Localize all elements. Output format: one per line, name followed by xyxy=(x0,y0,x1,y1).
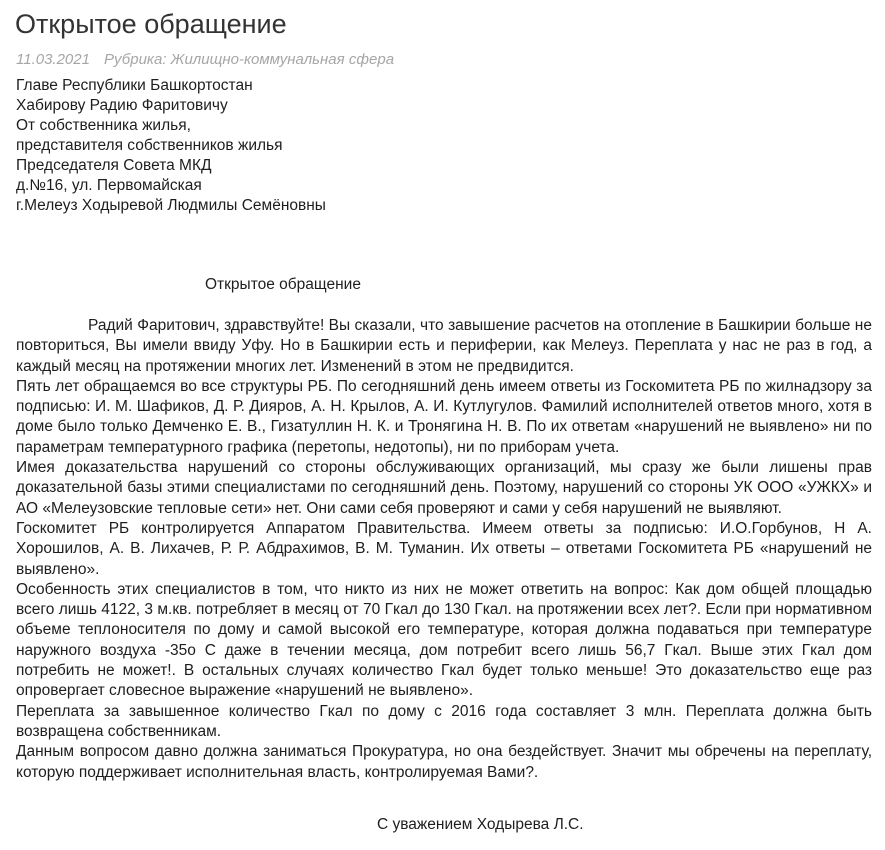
address-line: г.Мелеуз Ходыревой Людмилы Семёновны xyxy=(16,197,326,214)
letter-paragraph: Переплата за завышенное количество Гкал по дому с 2016 года составляет 3 млн. Переплата должна быть возвращена собственникам. xyxy=(16,702,872,740)
page-title: Открытое обращение xyxy=(15,9,287,39)
letter-paragraph: Данным вопросом давно должна заниматься Прокуратура, но она бездействует. Значит мы обречены на переплату, которую поддерживает исполнительная власть, контролируемая Вами?. xyxy=(16,743,872,781)
letter-paragraph: Пять лет обращаемся во все структуры РБ. По сегодняшний день имеем ответы из Госкомитета РБ по жилнадзору за подписью: И. М. Шафиков, Д. Р. Дияров, А. Н. Крылов, А. И. Кутлугулов. Фамилий исполнителей ответов много, хотя в доме было только Демченко Е. В., Гизатуллин Н. К. и Тронягина Н. В. По их ответам «нарушений не выявлено» ни по параметрам температурного графика (перетопы, недотопы), ни по приборам учета. xyxy=(16,377,872,456)
address-line: Хабирову Радию Фаритовичу xyxy=(16,97,228,114)
address-line: Главе Республики Башкортостан xyxy=(16,77,253,94)
address-line: Председателя Совета МКД xyxy=(16,157,212,174)
letter-paragraph: Госкомитет РБ контролируется Аппаратом Правительства. Имеем ответы за подписью: И.О.Горбунов, Н А. Хорошилов, А. В. Лихачев, Р. Р. Абдрахимов, В. М. Туманин. Их ответы – ответами Госкомитета РБ «нарушений не выявлено». xyxy=(16,519,872,578)
post-rubric-link[interactable]: Рубрика: Жилищно-коммунальная сфера xyxy=(103,51,395,68)
addressee-block xyxy=(16,76,326,216)
letter-body xyxy=(16,316,872,783)
letter-paragraph: Особенность этих специалистов в том, что никто из них не может ответить на вопрос: Как дом общей площадью всего лишь 4122, 3 м.кв. потребляет в месяц от 70 Гкал до 130 Гкал. на протяжении всех лет?. Если при нормативном объеме теплоносителя по дому и самой высокой его температуре, которая должна подаваться при температуре наружного воздуха -35о С даже в течении месяца, дом потребит всего лишь 56,7 Гкал. Выше этих Гкал дом потребить не может!. В остальных случаях количество Гкал будет только меньше! Это доказательство еще раз опровергает словесное выражение «нарушений не выявлено». xyxy=(16,580,872,700)
letter-paragraph: Радий Фаритович, здравствуйте! Вы сказали, что завышение расчетов на отопление в Башкирии больше не повториться, Вы имели ввиду Уфу. Но в Башкирии есть и периферии, как Мелеуз. Переплата у нас не раз в год, а каждый месяц на протяжении многих лет. Изменений в этом не предвидится. xyxy=(16,317,872,375)
letter-paragraph: Имея доказательства нарушений со стороны обслуживающих организаций, мы сразу же были лишены прав доказательной базы этими специалистами по сегодняшний день. Поэтому, нарушений со стороны УК ООО «УЖКХ» и АО «Мелеузовские тепловые сети» нет. Они сами себя проверяют и сами у себя нарушений не выявляют. xyxy=(16,459,872,517)
letter-heading: Открытое обращение xyxy=(205,276,361,293)
letter-signature: С уважением Ходырева Л.С. xyxy=(377,816,584,833)
address-line: представителя собственников жилья xyxy=(16,137,283,154)
address-line: д.№16, ул. Первомайская xyxy=(16,177,202,194)
post-date: 11.03.2021 xyxy=(16,51,90,68)
post-meta xyxy=(16,51,394,68)
address-line: От собственника жилья, xyxy=(16,117,191,134)
